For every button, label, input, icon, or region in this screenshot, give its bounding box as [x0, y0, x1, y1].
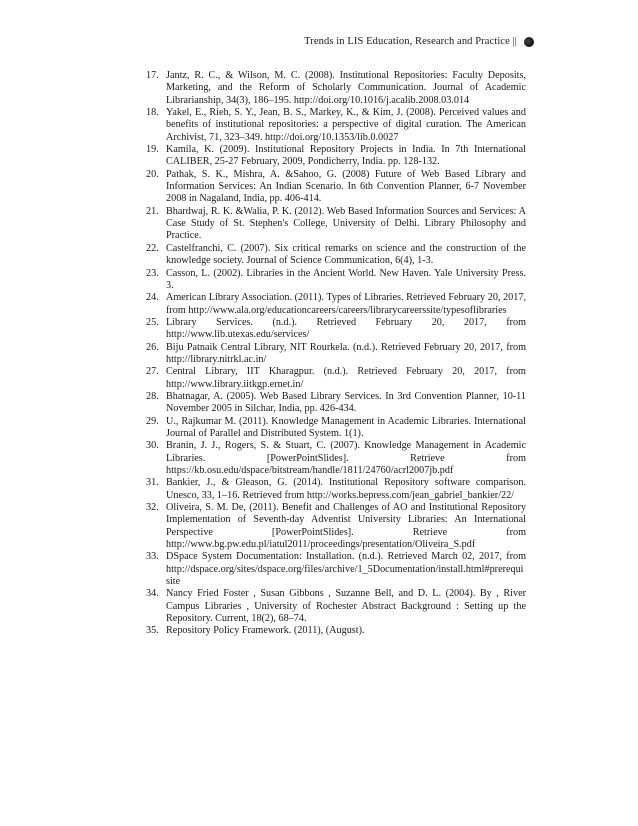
reference-text: U., Rajkumar M. (2011). Knowledge Management in Academic Libraries. International Journal of Parallel and Distributed System. 1(1). [166, 415, 526, 439]
reference-number: 21. [146, 205, 159, 217]
reference-text: Pathak, S. K., Mishra, A. &Sahoo, G. (2008) Future of Web Based Library and Information Services: An Indian Scenario. In 6th Convention Planner, 6-7 November 2008 in Nagaland, India, pp. 406-414. [166, 168, 526, 205]
reference-item [148, 107, 526, 144]
reference-number: 29. [146, 415, 159, 427]
reference-item [148, 268, 526, 293]
reference-number: 23. [146, 267, 159, 279]
reference-item [148, 243, 526, 268]
reference-number: 34. [146, 588, 159, 600]
reference-item [148, 588, 526, 625]
reference-text: Central Library, IIT Kharagpur. (n.d.). Retrieved February 20, 2017, from http://www.library.iitkgp.ernet.in/ [166, 366, 526, 390]
reference-number: 20. [146, 168, 159, 180]
reference-item [148, 342, 526, 367]
reference-text: Bankier, J., & Gleason, G. (2014). Institutional Repository software comparison. Unesco, 33, 1–16. Retrieved from http://works.bepress.com/jean_gabriel_bankier/22/ [166, 477, 526, 501]
reference-number: 27. [146, 366, 159, 378]
reference-text: Yakel, E., Rieh, S. Y., Jean, B. S., Markey, K., & Kim, J. (2008). Perceived values and benefits of institutional repositories: a perspective of digital curation. The American Archivist, 71, 323–349. http://doi.org/10.1353/lib.0.0027 [166, 107, 526, 143]
reference-text: American Library Association. (2011). Types of Libraries. Retrieved February 20, 2017, from http://www.ala.org/educationcareers/careers/librarycareerssite/typesoflibraries [166, 292, 526, 316]
reference-item [148, 391, 526, 416]
circle-emblem-icon [524, 37, 534, 47]
reference-text: Bhardwaj, R. K. &Walia, P. K. (2012). Web Based Information Sources and Services: A Case Study of St. Stephen's College, University of Delhi. Library Philosophy and Practice. [166, 205, 526, 242]
reference-text: Branin, J. J., Rogers, S. & Stuart, C. (2007). Knowledge Management in Academic Libraries. [PowerPointSlides]. Retrieve from https://kb.osu.edu/dspace/bitstream/handle/1811/24760/acrl2007jb.pdf [166, 440, 526, 476]
reference-item [148, 416, 526, 441]
reference-text: Repository Policy Framework. (2011), (August). [166, 625, 365, 637]
reference-number: 32. [146, 502, 159, 514]
reference-item [148, 625, 526, 637]
reference-number: 28. [146, 390, 159, 402]
reference-number: 30. [146, 440, 159, 452]
reference-item [148, 502, 526, 551]
reference-text: Kamila, K. (2009). Institutional Repository Projects in India. In 7th International CALIBER, 25-27 February, 2009, Pondicherry, India. pp. 128-132. [166, 144, 526, 168]
running-header [304, 36, 534, 47]
reference-number: 35. [146, 625, 159, 637]
reference-text: Castelfranchi, C. (2007). Six critical remarks on science and the construction of the knowledge society. Journal of Science Communication, 6(4), 1-3. [166, 242, 526, 267]
reference-number: 25. [146, 316, 159, 328]
reference-number: 26. [146, 341, 159, 353]
reference-item [148, 292, 526, 317]
reference-item [148, 169, 526, 206]
reference-item [148, 206, 526, 243]
reference-item [148, 144, 526, 169]
reference-item [148, 70, 526, 107]
reference-text: Library Services. (n.d.). Retrieved February 20, 2017, from http://www.lib.utexas.edu/services/ [166, 316, 526, 341]
reference-item [148, 317, 526, 342]
running-header-title: Trends in LIS Education, Research and Practice || [304, 36, 517, 47]
reference-text: Oliveira, S. M. De, (2011). Benefit and Challenges of AO and Institutional Repository Implementation of Seventh-day Adventist University Libraries: An International Perspective [PowerPointSlides]. Retrieve from http://www.bg.pw.edu.pl/iatul2011/proceedings/presentation/Oliveira_S.pdf [166, 502, 526, 551]
reference-number: 19. [146, 144, 159, 156]
reference-text: Jantz, R. C., & Wilson, M. C. (2008). Institutional Repositories: Faculty Deposits, Marketing, and the Reform of Scholarly Communication. Journal of Academic Librarianship, 34(3), 186–195. http://doi.org/10.1016/j.acalib.2008.03.014 [166, 70, 526, 106]
reference-text: Casson, L. (2002). Libraries in the Ancient World. New Haven. Yale University Press. 3. [166, 267, 526, 291]
reference-text: Biju Patnaik Central Library, NIT Rourkela. (n.d.). Retrieved February 20, 2017, from http://library.nitrkl.ac.in/ [166, 341, 526, 365]
reference-item [148, 551, 526, 588]
reference-number: 24. [146, 292, 159, 304]
reference-number: 17. [146, 70, 159, 81]
reference-item [148, 477, 526, 502]
reference-number: 31. [146, 477, 159, 489]
reference-text: DSpace System Documentation: Installation. (n.d.). Retrieved March 02, 2017, from http://dspace.org/sites/dspace.org/files/archive/1_5Documentation/install.html#prerequisite [166, 551, 526, 588]
reference-list [148, 70, 526, 638]
reference-number: 18. [146, 107, 159, 119]
reference-item [148, 366, 526, 391]
reference-number: 22. [146, 242, 159, 254]
reference-item [148, 440, 526, 477]
reference-text: Nancy Fried Foster , Susan Gibbons , Suzanne Bell, and D. L. (2004). By , River Campus Libraries , University of Rochester Abstract Background : Setting up the Repository. Current, 18(2), 68–74. [166, 588, 526, 625]
reference-text: Bhatnagar, A. (2005). Web Based Library Services. In 3rd Convention Planner, 10-11 November 2005 in Silchar, India, pp. 426-434. [166, 390, 526, 415]
reference-number: 33. [146, 551, 159, 563]
